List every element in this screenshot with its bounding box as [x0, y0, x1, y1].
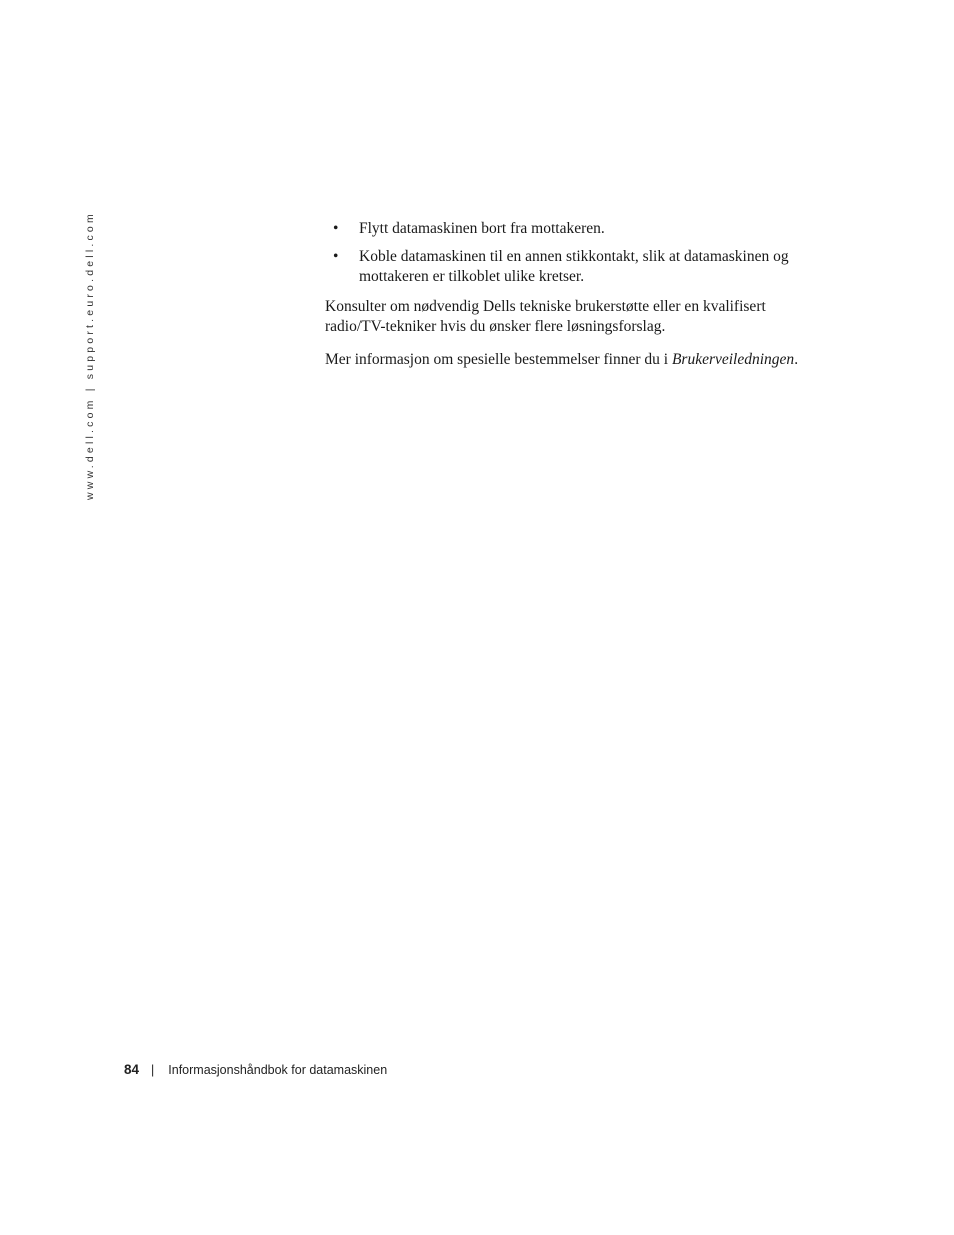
regulatory-suffix: .: [794, 351, 799, 368]
list-item: [325, 247, 825, 287]
list-item-text: Koble datamaskinen til en annen stikkontakt, slik at datamaskinen og mottakeren er tilkoblet ulike kretser.: [359, 248, 789, 285]
footer-separator: |: [151, 1063, 155, 1077]
main-content: [325, 219, 825, 383]
page-footer: [124, 1062, 387, 1077]
list-item: [325, 219, 825, 239]
footer-title: Informasjonshåndbok for datamaskinen: [168, 1063, 388, 1077]
page-number: 84: [124, 1062, 140, 1077]
regulatory-text: Mer informasjon om spesielle bestemmelser finner du i: [325, 351, 672, 368]
regulatory-paragraph: [325, 350, 825, 370]
bullet-icon: •: [333, 220, 339, 237]
bullet-list: [325, 219, 825, 287]
support-paragraph: Konsulter om nødvendig Dells tekniske brukerstøtte eller en kvalifisert radio/TV-tekniker hvis du ønsker flere løsningsforslag.: [325, 298, 766, 335]
user-guide-reference: Brukerveiledningen: [671, 351, 795, 368]
bullet-icon: •: [333, 248, 339, 265]
list-item-text: Flytt datamaskinen bort fra mottakeren.: [359, 220, 605, 237]
side-url-text: www.dell.com | support.euro.dell.com: [84, 211, 96, 500]
